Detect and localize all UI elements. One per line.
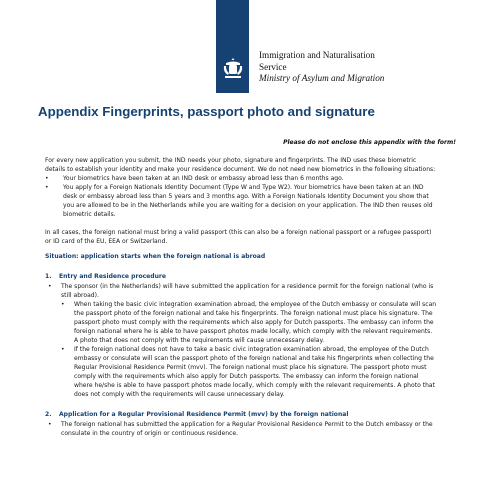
org-line-1: Immigration and Naturalisation: [259, 50, 375, 60]
bullet-marker: •: [48, 283, 52, 290]
section-bullet-text: The sponsor (in the Netherlands) will have submitted the application for a residence permit for the foreign national (who is still abroad).: [61, 283, 434, 299]
section-bullet: [45, 282, 437, 300]
section-title: Entry and Residence procedure: [59, 273, 166, 280]
section-title: Application for a Regular Provisional Residence Permit (mvv) by the foreign national: [59, 411, 349, 418]
bullet-marker: •: [61, 301, 65, 308]
document-title: Appendix Fingerprints, passport photo and signature: [38, 104, 375, 119]
section-heading: [45, 410, 437, 419]
document-body: [45, 156, 437, 438]
sub-bullet: [61, 345, 437, 399]
org-line-2: Service: [259, 61, 287, 72]
intro-bullet-text: Your biometrics have been taken at an IND desk or embassy abroad less than 6 months ago.: [63, 175, 344, 182]
bullet-marker: •: [48, 421, 52, 428]
passport-note: In all cases, the foreign national must bring a valid passport (this can also be a foreign national passport or a refugee passport) or ID card of the EU, EEA or Switzerland.: [45, 229, 432, 245]
intro-bullet: [45, 174, 437, 183]
sub-bullet-text: When taking the basic civic integration examination abroad, the employee of the Dutch embassy or consulate will scan the passport photo of the foreign national and take his fingerprints. The foreign national must place his signature. The passport photo must comply with the requirements which also apply for Dutch passports. The embassy can inform the foreign national where he is able to have passport photos made locally, which comply with the relevant requirements. A photo that does not comply with the requirements will cause unnecessary delay.: [74, 301, 437, 344]
bullet-marker: •: [61, 346, 65, 353]
intro-bullet-text: You apply for a Foreign Nationals Identity Document (Type W and Type W2). Your biometrics have been taken at an IND desk or embassy abroad less than 5 years and 3 months ago. With a Foreign Nationals Identity Document you show that you are allowed to be in the Netherlands while you are waiting for a decision on your application. The IND then reuses old biometric details.: [63, 184, 433, 218]
enclosure-notice: Please do not enclose this appendix with the form!: [283, 139, 456, 146]
section-heading: [45, 272, 437, 281]
bullet-marker: •: [45, 175, 49, 182]
intro-bullet: [45, 183, 437, 219]
bullet-marker: •: [45, 184, 49, 191]
organization-name: [259, 50, 384, 85]
section-number: 2.: [45, 411, 52, 418]
section-number: 1.: [45, 273, 52, 280]
sub-bullet: [61, 300, 437, 345]
section-bullet-text: The foreign national has submitted the application for a Regular Provisional Residence Permit to the Dutch embassy or the consulate in the country of origin or continuous residence.: [61, 421, 433, 437]
sub-bullet-text: If the foreign national does not have to take a basic civic integration examination abroad, the employee of the Dutch embassy or consulate will scan the passport photo of the foreign national and take his fingerprints when collecting the Regular Provisional Residence Permit (mvv). The foreign national must place his signature. The passport photo must comply with the requirements which also apply for Dutch passports. The embassy can inform the foreign national where he/she is able to have passport photos made locally, which comply with the relevant requirements. A photo that does not comply with the requirements will cause unnecessary delay.: [74, 346, 435, 398]
intro-paragraph: For every new application you submit, the IND needs your photo, signature and fingerprints. The IND uses these biometric details to establish your identity and make your residence document. We do not need new biometrics in the following situations:: [45, 157, 436, 173]
coat-of-arms-icon: [221, 56, 245, 80]
ministry-name: Ministry of Asylum and Migration: [259, 73, 385, 84]
section-bullet: [45, 420, 437, 438]
situation-heading: Situation: application starts when the foreign national is abroad: [45, 253, 266, 260]
